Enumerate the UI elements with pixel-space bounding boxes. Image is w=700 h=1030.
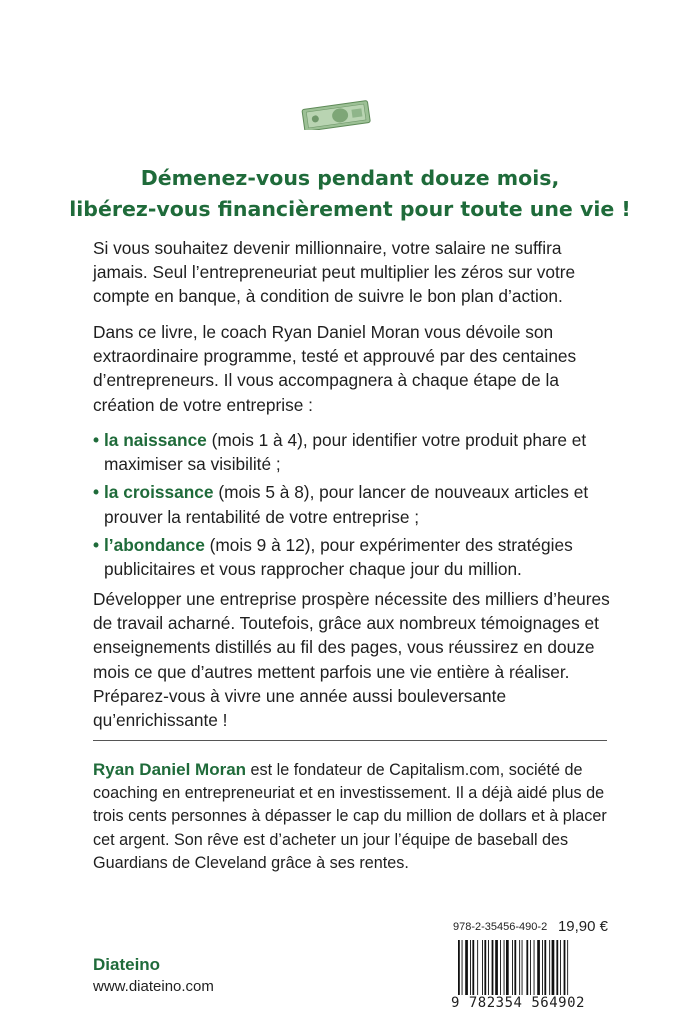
author-name: Ryan Daniel Moran (93, 760, 247, 779)
phase-description: (mois 1 à 4), pour identifier votre produit phare et maximiser sa visibilité ; (104, 430, 587, 475)
price: 19,90 € (557, 918, 608, 935)
author-bio (93, 758, 613, 875)
conclusion-paragraph: Développer une entreprise prospère nécessite des milliers d’heures de travail acharné. Toutefois, grâce aux nombreux témoignages et enseignements distillés au fil des pages, vous réussirez en douze mois ce que d’autres mettent parfois une vie entière à réaliser. Préparez-vous à vivre une année aussi bouleversante qu’enrichissante ! (93, 589, 610, 731)
phase-term: la croissance (104, 482, 214, 503)
bullet-icon: • (93, 534, 100, 555)
phase-term: la naissance (104, 430, 207, 450)
intro-paragraph: Si vous souhaitez devenir millionnaire, votre salaire ne suffira jamais. Seul l’entrepreneuriat peut multiplier les zéros sur votre compte en banque, à condition de suivre le bon plan d’action. (93, 238, 576, 307)
publisher-name: Diateino (93, 955, 161, 974)
headline-line-2: libérez-vous financièrement pour toute une vie ! (69, 197, 631, 221)
barcode-icon (456, 940, 606, 1000)
phase-term: l’abondance (104, 534, 205, 555)
phase-list (93, 428, 613, 585)
author-bio-text: est le fondateur de Capitalism.com, société de coaching en entrepreneuriat et en investissement. Il a déjà aidé plus de trois cents personnes à dépasser le cap du million de dollars et à placer cet argent. Son rêve est d’acheter un jour l’équipe de baseball des Guardians de Cleveland grâce à ses rentes. (93, 761, 607, 872)
description-paragraph: Dans ce livre, le coach Ryan Daniel Moran vous dévoile son extraordinaire programme, testé et approuvé par des centaines d’entrepreneurs. Il vous accompagnera à chaque étape de la création de votre entreprise : (93, 322, 577, 415)
dollar-bill-icon (300, 100, 372, 130)
phase-description: (mois 5 à 8), pour lancer de nouveaux articles et prouver la rentabilité de votre entreprise ; (104, 482, 589, 527)
list-item (93, 428, 613, 476)
headline-line-1: Démenez-vous pendant douze mois, (140, 166, 560, 190)
barcode-digits: 9 782354 564902 (451, 995, 611, 1011)
bullet-icon: • (93, 482, 100, 503)
divider (93, 740, 607, 741)
publisher-website[interactable]: www.diateino.com (93, 978, 214, 995)
phase-description: (mois 9 à 12), pour expérimenter des stratégies publicitaires et vous rapprocher chaque jour du million. (104, 534, 573, 580)
headline (0, 163, 700, 225)
list-item (93, 480, 613, 528)
bullet-icon: • (93, 430, 100, 450)
isbn: 978-2-35456-490-2 (453, 921, 548, 933)
list-item (93, 533, 613, 581)
isbn-price-row (453, 918, 608, 936)
